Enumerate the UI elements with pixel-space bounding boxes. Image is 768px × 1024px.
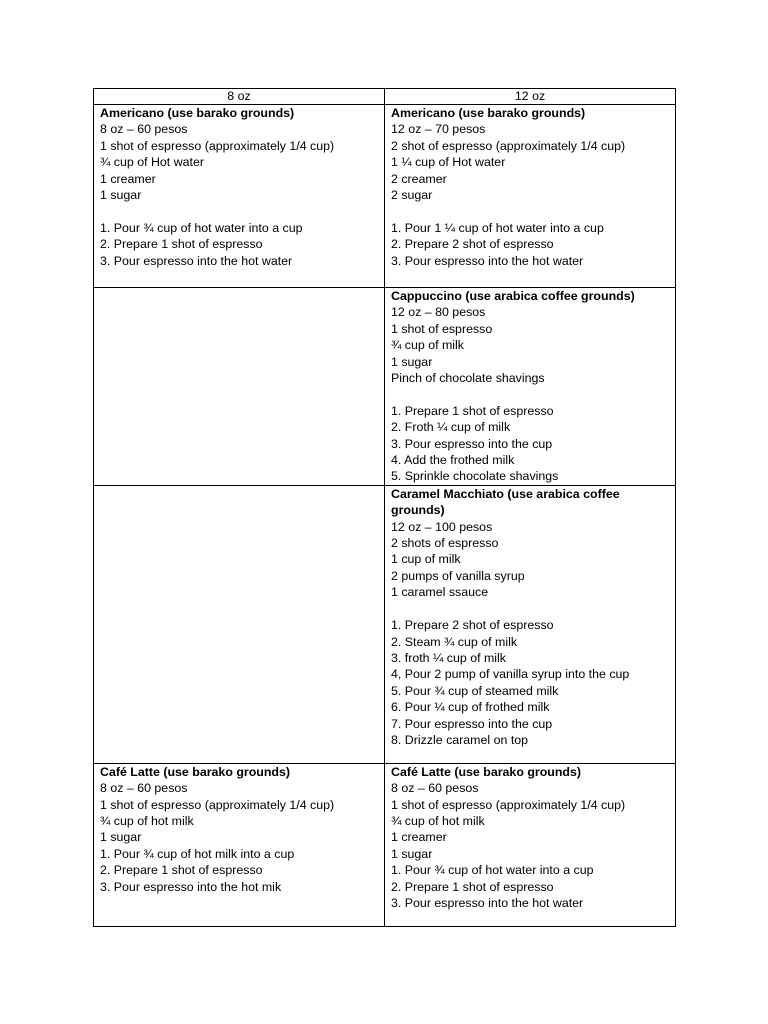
recipe-step: 3. Pour espresso into the hot water [100,253,293,268]
table-row [94,763,676,926]
recipe-detail: 1 cup of milk [391,552,461,567]
recipe-detail: 2 pumps of vanilla syrup [391,568,525,583]
header-8oz: 8 oz [94,89,385,105]
recipe-detail: 8 oz – 60 pesos [391,781,479,796]
table-row [94,105,676,288]
recipe-cell-cafe-latte-12oz [385,763,676,926]
spacer [391,386,669,402]
recipe-step: 5. Sprinkle chocolate shavings [391,469,559,484]
recipe-detail: 12 oz – 100 pesos [391,519,493,534]
recipe-detail: 12 oz – 80 pesos [391,305,486,320]
empty-cell [94,288,385,486]
recipe-cell-americano-8oz [94,105,385,288]
recipe-title: Americano (use barako grounds) [100,106,295,120]
recipe-detail: 2 creamer [391,171,447,186]
recipe-step: 6. Pour ¼ cup of frothed milk [391,700,550,715]
spacer [391,203,669,219]
recipe-detail: 1 creamer [100,171,156,186]
recipe-step: 4. Add the frothed milk [391,453,515,468]
recipe-detail: 1 sugar [391,354,433,369]
recipe-step: 2. Prepare 2 shot of espresso [391,237,554,252]
recipe-detail: ¾ cup of hot milk [391,814,485,829]
recipe-title: Café Latte (use barako grounds) [391,764,582,779]
recipe-detail: 1 shot of espresso (approximately 1/4 cup) [391,797,626,812]
recipe-detail: 2 shots of espresso [391,536,499,551]
recipe-detail: 2 sugar [391,188,433,203]
recipe-detail: 1 sugar [100,830,142,845]
spacer [391,601,669,617]
table-row [94,485,676,763]
recipe-step: 3. Pour espresso into the hot water [391,896,584,911]
recipe-detail: 1 caramel ssauce [391,585,489,600]
recipe-step: 1. Pour 1 ¼ cup of hot water into a cup [391,220,604,235]
recipe-detail: 8 oz – 60 pesos [100,122,188,137]
recipe-step: 1. Pour ¾ cup of hot milk into a cup [100,846,295,861]
header-row [94,89,676,105]
recipe-detail: Pinch of chocolate shavings [391,371,545,386]
recipe-step: 8. Drizzle caramel on top [391,732,529,747]
recipe-step: 3. Pour espresso into the cup [391,436,553,451]
recipe-detail: 1 ¼ cup of Hot water [391,155,506,170]
spacer [100,203,378,219]
header-12oz: 12 oz [385,89,676,105]
recipe-title: Café Latte (use barako grounds) [100,764,291,779]
recipe-detail: 1 shot of espresso (approximately 1/4 cup) [100,797,335,812]
recipe-step: 3. froth ¼ cup of milk [391,650,507,665]
recipe-step: 2. Prepare 1 shot of espresso [391,879,554,894]
recipe-title: Caramel Macchiato (use arabica coffee grounds) [391,486,620,518]
recipe-step: 1. Pour ¾ cup of hot water into a cup [100,220,303,235]
recipe-step: 3. Pour espresso into the hot water [391,253,584,268]
recipe-step: 5. Pour ¾ cup of steamed milk [391,683,559,698]
recipe-detail: ¾ cup of Hot water [100,155,204,170]
recipe-detail: 1 creamer [391,830,447,845]
recipe-detail: 12 oz – 70 pesos [391,122,486,137]
recipe-detail: 2 shot of espresso (approximately 1/4 cup) [391,138,626,153]
table-row [94,288,676,486]
empty-cell [94,485,385,763]
recipe-detail: 1 sugar [391,846,433,861]
recipe-step: 2. Steam ¾ cup of milk [391,634,518,649]
recipe-step: 7. Pour espresso into the cup [391,716,553,731]
recipe-detail: 8 oz – 60 pesos [100,781,188,796]
recipe-detail: ¾ cup of milk [391,338,464,353]
recipe-cell-caramel-macchiato-12oz [385,485,676,763]
recipe-title: Cappuccino (use arabica coffee grounds) [391,289,635,303]
recipe-step: 1. Prepare 1 shot of espresso [391,403,554,418]
recipe-detail: 1 sugar [100,188,142,203]
recipe-detail: 1 shot of espresso (approximately 1/4 cup) [100,138,335,153]
recipe-detail: ¾ cup of hot milk [100,814,194,829]
recipe-cell-americano-12oz [385,105,676,288]
recipe-table [93,88,676,927]
recipe-cell-cafe-latte-8oz [94,763,385,926]
recipe-step: 2. Froth ¼ cup of milk [391,420,511,435]
recipe-step: 1. Pour ¾ cup of hot water into a cup [391,863,594,878]
recipe-step: 2. Prepare 1 shot of espresso [100,237,263,252]
recipe-title: Americano (use barako grounds) [391,106,586,120]
recipe-step: 4, Pour 2 pump of vanilla syrup into the cup [391,667,630,682]
recipe-detail: 1 shot of espresso [391,321,493,336]
recipe-step: 1. Prepare 2 shot of espresso [391,618,554,633]
recipe-step: 2. Prepare 1 shot of espresso [100,863,263,878]
recipe-step: 3. Pour espresso into the hot mik [100,879,282,894]
recipe-cell-cappuccino-12oz [385,288,676,486]
